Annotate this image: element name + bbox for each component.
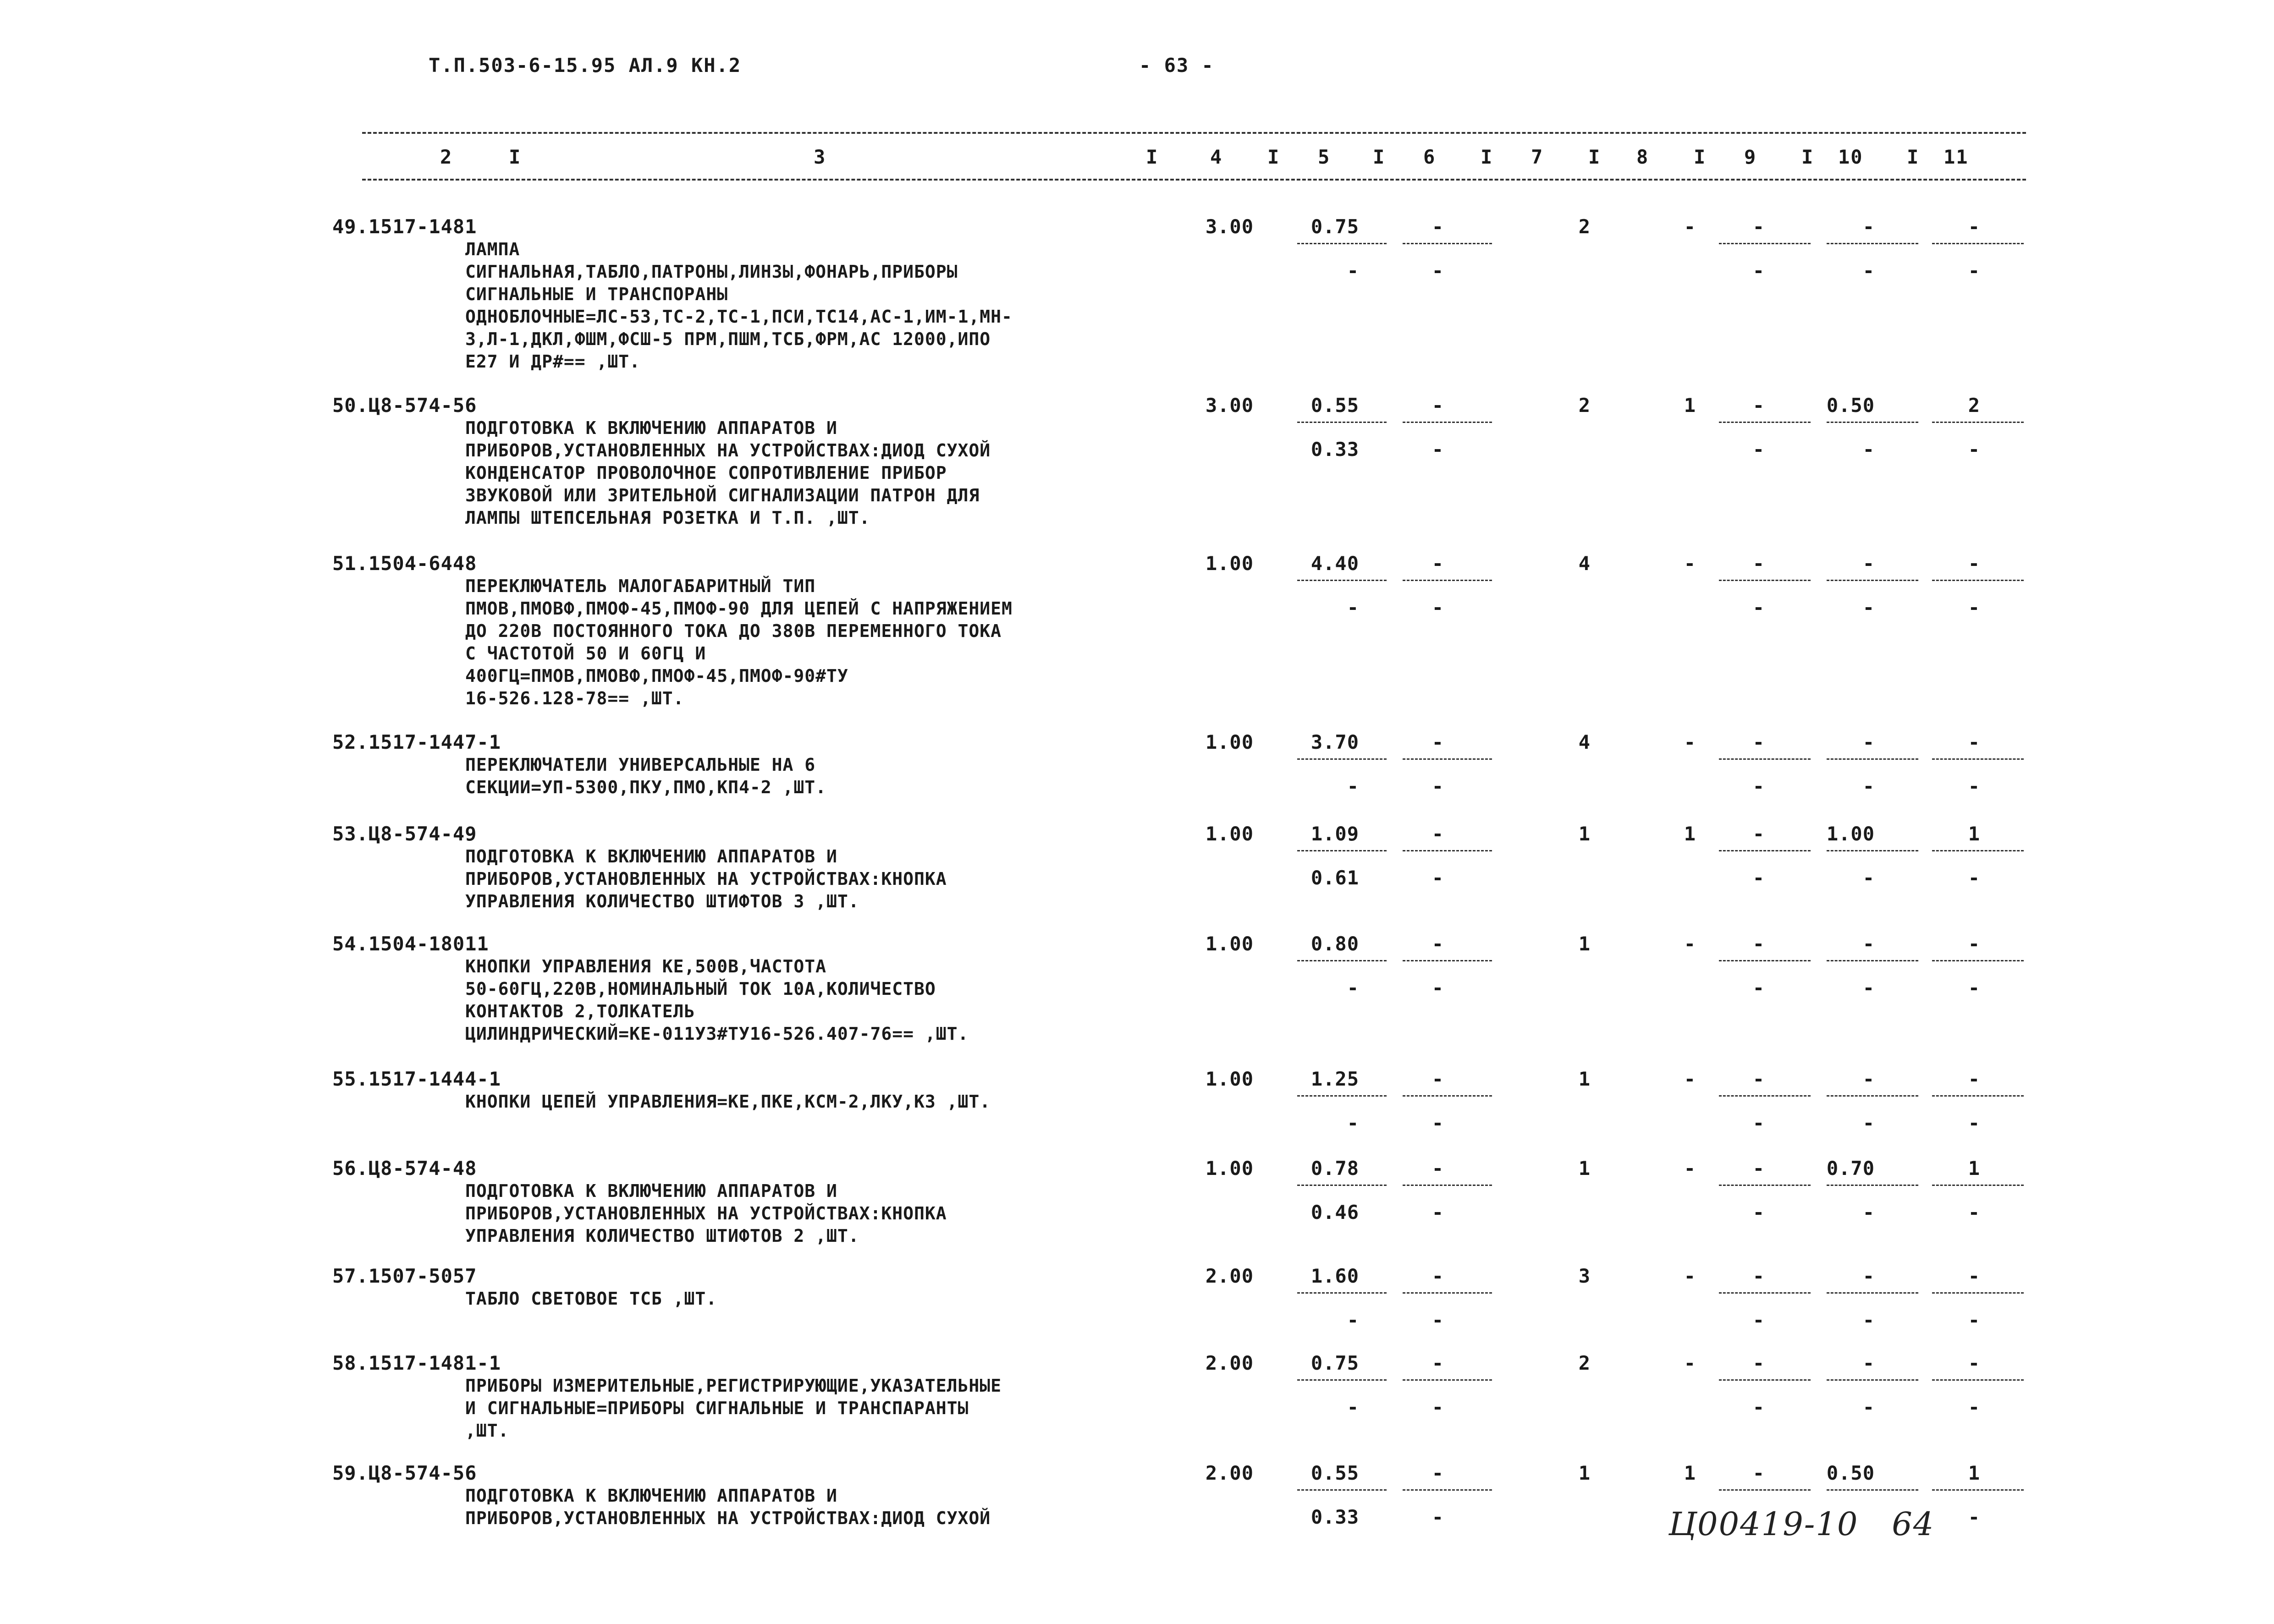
entry-c9b: - xyxy=(1752,596,1765,619)
entry-c11: 1 xyxy=(1968,1157,1980,1180)
entry-c9b: - xyxy=(1752,867,1765,889)
entry-c5: 0.55 xyxy=(1310,1462,1359,1484)
entry-c6: - xyxy=(1432,1265,1444,1287)
column-header-separator: I xyxy=(1373,146,1386,168)
entry-c9: - xyxy=(1752,933,1765,955)
entry-divider-dash xyxy=(1297,580,1387,581)
entry-c5: 3.70 xyxy=(1310,731,1359,753)
column-header-separator: I xyxy=(1801,146,1814,168)
entry-c7: 2 xyxy=(1578,394,1591,417)
entry-c4: 1.00 xyxy=(1205,1068,1254,1090)
entry-divider-dash xyxy=(1719,960,1811,961)
entry-c6b: - xyxy=(1432,1309,1444,1331)
entry-description-line: ЛАМПЫ ШТЕПСЕЛЬНАЯ РОЗЕТКА И Т.П. ,ШТ. xyxy=(465,508,870,528)
entry-c4: 1.00 xyxy=(1205,552,1254,575)
column-header-4: 4 xyxy=(1210,146,1223,168)
entry-divider-dash xyxy=(1932,580,2024,581)
entry-c11: - xyxy=(1968,552,1980,575)
entry-divider-dash xyxy=(1719,758,1811,760)
entry-c7: 4 xyxy=(1578,552,1591,575)
entry-divider-dash xyxy=(1827,580,1918,581)
column-header-separator: I xyxy=(1267,146,1280,168)
column-header-separator: I xyxy=(509,146,522,168)
entry-description-line: ПРИБОРОВ,УСТАНОВЛЕННЫХ НА УСТРОЙСТВАХ:ДИОД СУХОЙ xyxy=(465,440,991,461)
entry-code: 52.1517-1447-1 xyxy=(332,731,501,753)
entry-c8: - xyxy=(1684,1265,1696,1287)
column-header-separator: I xyxy=(1481,146,1493,168)
entry-c9: - xyxy=(1752,1462,1765,1484)
entry-description-line: 400ГЦ=ПМОВ,ПМОВФ,ПМОФ-45,ПМОФ-90#ТУ xyxy=(465,666,848,686)
entry-c6: - xyxy=(1432,394,1444,417)
entry-divider-dash xyxy=(1827,1185,1918,1186)
entry-c4: 1.00 xyxy=(1205,731,1254,753)
entry-divider-dash xyxy=(1297,422,1387,423)
entry-c6b: - xyxy=(1432,596,1444,619)
entry-description-line: ПМОВ,ПМОВФ,ПМОФ-45,ПМОФ-90 ДЛЯ ЦЕПЕЙ С НАПРЯЖЕНИЕМ xyxy=(465,598,1013,619)
entry-c5b: - xyxy=(1347,775,1359,797)
entry-c9b: - xyxy=(1752,775,1765,797)
entry-c9b: - xyxy=(1752,1309,1765,1331)
entry-c5: 1.60 xyxy=(1310,1265,1359,1287)
entry-c9: - xyxy=(1752,552,1765,575)
entry-c4: 1.00 xyxy=(1205,1157,1254,1180)
page-number: - 63 - xyxy=(1139,54,1214,77)
entry-c5: 0.75 xyxy=(1310,215,1359,238)
entry-c9b: - xyxy=(1752,1112,1765,1134)
entry-divider-dash xyxy=(1932,1292,2024,1294)
entry-c6b: - xyxy=(1432,977,1444,999)
column-header-11: 11 xyxy=(1944,146,1969,168)
entry-c10: - xyxy=(1862,1352,1875,1374)
entry-c10b: - xyxy=(1862,1396,1875,1418)
entry-c5: 4.40 xyxy=(1310,552,1359,575)
entry-c8: 1 xyxy=(1684,394,1696,417)
entry-divider-dash xyxy=(1932,758,2024,760)
entry-c9b: - xyxy=(1752,1201,1765,1223)
entry-c9: - xyxy=(1752,394,1765,417)
entry-description-line: ПОДГОТОВКА К ВКЛЮЧЕНИЮ АППАРАТОВ И xyxy=(465,1181,837,1201)
entry-c11: 1 xyxy=(1968,823,1980,845)
entry-c7: 1 xyxy=(1578,933,1591,955)
entry-description-line: 16-526.128-78== ,ШТ. xyxy=(465,688,684,708)
entry-c10: - xyxy=(1862,215,1875,238)
entry-c5b: 0.61 xyxy=(1310,867,1359,889)
entry-c11b: - xyxy=(1968,867,1980,889)
entry-c11b: - xyxy=(1968,596,1980,619)
entry-c10b: - xyxy=(1862,775,1875,797)
entry-c5b: - xyxy=(1347,977,1359,999)
entry-c5: 0.80 xyxy=(1310,933,1359,955)
entry-c11b: - xyxy=(1968,1506,1980,1528)
entry-divider-dash xyxy=(1297,243,1387,244)
entry-c4: 1.00 xyxy=(1205,823,1254,845)
column-header-separator: I xyxy=(1907,146,1920,168)
entry-c6b: - xyxy=(1432,775,1444,797)
entry-description-line: ТАБЛО СВЕТОВОЕ ТСБ ,ШТ. xyxy=(465,1289,717,1309)
entry-divider-dash xyxy=(1403,1379,1492,1381)
entry-divider-dash xyxy=(1827,960,1918,961)
entry-description-line: Е27 И ДР#== ,ШТ. xyxy=(465,351,641,372)
entry-divider-dash xyxy=(1719,580,1811,581)
entry-code: 49.1517-1481 xyxy=(332,215,477,238)
entry-divider-dash xyxy=(1719,1379,1811,1381)
column-header-separator: I xyxy=(1588,146,1601,168)
entry-c6: - xyxy=(1432,823,1444,845)
entry-divider-dash xyxy=(1827,1379,1918,1381)
entry-description-line: ПРИБОРЫ ИЗМЕРИТЕЛЬНЫЕ,РЕГИСТРИРУЮЩИЕ,УКАЗАТЕЛЬНЫЕ xyxy=(465,1376,1002,1396)
entry-c8: - xyxy=(1684,933,1696,955)
entry-divider-dash xyxy=(1403,422,1492,423)
entry-description-line: ДО 220В ПОСТОЯННОГО ТОКА ДО 380В ПЕРЕМЕННОГО ТОКА xyxy=(465,621,1002,641)
entry-divider-dash xyxy=(1827,1292,1918,1294)
handwritten-note: Ц00419-10 64 xyxy=(1668,1505,1935,1543)
entry-divider-dash xyxy=(1719,243,1811,244)
entry-c9: - xyxy=(1752,1068,1765,1090)
entry-divider-dash xyxy=(1827,758,1918,760)
entry-description-line: СЕКЦИИ=УП-5300,ПКУ,ПМО,КП4-2 ,ШТ. xyxy=(465,777,826,797)
entry-c7: 1 xyxy=(1578,823,1591,845)
entry-c11b: - xyxy=(1968,1396,1980,1418)
entry-description-line: ПЕРЕКЛЮЧАТЕЛИ УНИВЕРСАЛЬНЫЕ НА 6 xyxy=(465,755,816,775)
entry-divider-dash xyxy=(1719,1095,1811,1097)
entry-c9: - xyxy=(1752,215,1765,238)
entry-c10b: - xyxy=(1862,867,1875,889)
entry-c4: 1.00 xyxy=(1205,933,1254,955)
header-top-rule xyxy=(362,132,2026,134)
entry-divider-dash xyxy=(1719,1489,1811,1491)
column-header-3: 3 xyxy=(814,146,826,168)
entry-description-line: 3,Л-1,ДКЛ,ФШМ,ФСШ-5 ПРМ,ПШМ,ТСБ,ФРМ,АС 12000,ИПО xyxy=(465,329,991,349)
entry-c9: - xyxy=(1752,823,1765,845)
entry-c9b: - xyxy=(1752,259,1765,282)
entry-c5b: 0.33 xyxy=(1310,438,1359,461)
entry-c10: 1.00 xyxy=(1826,823,1875,845)
entry-c7: 2 xyxy=(1578,215,1591,238)
entry-c7: 1 xyxy=(1578,1462,1591,1484)
entry-c6b: - xyxy=(1432,259,1444,282)
entry-c8: - xyxy=(1684,1157,1696,1180)
entry-code: 57.1507-5057 xyxy=(332,1265,477,1287)
entry-code: 51.1504-6448 xyxy=(332,552,477,575)
entry-divider-dash xyxy=(1932,422,2024,423)
entry-c11b: - xyxy=(1968,1309,1980,1331)
entry-c9b: - xyxy=(1752,1396,1765,1418)
entry-c5b: - xyxy=(1347,1309,1359,1331)
entry-c10: 0.50 xyxy=(1826,1462,1875,1484)
entry-c11: - xyxy=(1968,933,1980,955)
entry-divider-dash xyxy=(1297,758,1387,760)
entry-code: 54.1504-18011 xyxy=(332,933,489,955)
entry-divider-dash xyxy=(1403,243,1492,244)
entry-description-line: УПРАВЛЕНИЯ КОЛИЧЕСТВО ШТИФТОВ 3 ,ШТ. xyxy=(465,891,859,911)
entry-c11: - xyxy=(1968,1265,1980,1287)
entry-description-line: КНОПКИ УПРАВЛЕНИЯ КЕ,500В,ЧАСТОТА xyxy=(465,956,826,977)
entry-divider-dash xyxy=(1932,1379,2024,1381)
entry-c9: - xyxy=(1752,1265,1765,1287)
entry-c10b: - xyxy=(1862,1309,1875,1331)
entry-c6: - xyxy=(1432,1462,1444,1484)
entry-c10b: - xyxy=(1862,596,1875,619)
entry-c5b: 0.33 xyxy=(1310,1506,1359,1528)
entry-c11: - xyxy=(1968,1068,1980,1090)
entry-c7: 2 xyxy=(1578,1352,1591,1374)
entry-divider-dash xyxy=(1719,1292,1811,1294)
entry-description-line: ПРИБОРОВ,УСТАНОВЛЕННЫХ НА УСТРОЙСТВАХ:КНОПКА xyxy=(465,869,947,889)
column-header-5: 5 xyxy=(1318,146,1331,168)
entry-c11b: - xyxy=(1968,259,1980,282)
entry-description-line: ,ШТ. xyxy=(465,1421,509,1441)
entry-c10b: - xyxy=(1862,259,1875,282)
entry-divider-dash xyxy=(1297,960,1387,961)
entry-description-line: УПРАВЛЕНИЯ КОЛИЧЕСТВО ШТИФТОВ 2 ,ШТ. xyxy=(465,1226,859,1246)
column-header-9: 9 xyxy=(1744,146,1757,168)
column-header-10: 10 xyxy=(1838,146,1863,168)
entry-divider-dash xyxy=(1719,1185,1811,1186)
entry-c4: 3.00 xyxy=(1205,215,1254,238)
entry-c4: 2.00 xyxy=(1205,1462,1254,1484)
entry-c6: - xyxy=(1432,1352,1444,1374)
entry-divider-dash xyxy=(1827,243,1918,244)
entry-c6b: - xyxy=(1432,1112,1444,1134)
entry-c5b: - xyxy=(1347,596,1359,619)
column-header-6: 6 xyxy=(1423,146,1436,168)
entry-c8: - xyxy=(1684,215,1696,238)
entry-description-line: ПОДГОТОВКА К ВКЛЮЧЕНИЮ АППАРАТОВ И xyxy=(465,418,837,438)
entry-c10b: - xyxy=(1862,1201,1875,1223)
entry-c10: - xyxy=(1862,552,1875,575)
entry-c6: - xyxy=(1432,1068,1444,1090)
column-header-2: 2 xyxy=(440,146,453,168)
entry-description-line: КНОПКИ ЦЕПЕЙ УПРАВЛЕНИЯ=КЕ,ПКЕ,КСМ-2,ЛКУ,КЗ ,ШТ. xyxy=(465,1092,991,1112)
entry-code: 56.Ц8-574-48 xyxy=(332,1157,477,1180)
entry-divider-dash xyxy=(1827,850,1918,851)
entry-c9b: - xyxy=(1752,438,1765,461)
entry-code: 55.1517-1444-1 xyxy=(332,1068,501,1090)
entry-description-line: ОДНОБЛОЧНЫЕ=ЛС-53,ТС-2,ТС-1,ПСИ,ТС14,АС-1,ИМ-1,МН- xyxy=(465,307,1013,327)
entry-divider-dash xyxy=(1827,1489,1918,1491)
entry-c6b: - xyxy=(1432,1396,1444,1418)
entry-divider-dash xyxy=(1403,1489,1492,1491)
entry-c6b: - xyxy=(1432,1201,1444,1223)
entry-c5b: - xyxy=(1347,1396,1359,1418)
entry-c5: 1.25 xyxy=(1310,1068,1359,1090)
entry-description-line: 50-60ГЦ,220В,НОМИНАЛЬНЫЙ ТОК 10А,КОЛИЧЕСТВО xyxy=(465,979,936,999)
entry-c4: 2.00 xyxy=(1205,1352,1254,1374)
entry-c8: 1 xyxy=(1684,1462,1696,1484)
entry-c11: 2 xyxy=(1968,394,1980,417)
entry-c11b: - xyxy=(1968,1112,1980,1134)
entry-code: 59.Ц8-574-56 xyxy=(332,1462,477,1484)
entry-divider-dash xyxy=(1403,960,1492,961)
entry-description-line: ПЕРЕКЛЮЧАТЕЛЬ МАЛОГАБАРИТНЫЙ ТИП xyxy=(465,576,816,596)
entry-description-line: ПОДГОТОВКА К ВКЛЮЧЕНИЮ АППАРАТОВ И xyxy=(465,1486,837,1506)
entry-divider-dash xyxy=(1827,1095,1918,1097)
header-bottom-rule xyxy=(362,179,2026,181)
entry-divider-dash xyxy=(1297,1292,1387,1294)
entry-c8: 1 xyxy=(1684,823,1696,845)
column-header-7: 7 xyxy=(1531,146,1544,168)
entry-c7: 4 xyxy=(1578,731,1591,753)
entry-divider-dash xyxy=(1932,243,2024,244)
entry-c5b: - xyxy=(1347,1112,1359,1134)
entry-c11b: - xyxy=(1968,775,1980,797)
entry-c10b: - xyxy=(1862,977,1875,999)
column-header-8: 8 xyxy=(1636,146,1649,168)
entry-divider-dash xyxy=(1297,1489,1387,1491)
entry-c11b: - xyxy=(1968,438,1980,461)
entry-c10: 0.70 xyxy=(1826,1157,1875,1180)
entry-c11: - xyxy=(1968,215,1980,238)
column-header-separator: I xyxy=(1694,146,1707,168)
entry-c6: - xyxy=(1432,731,1444,753)
entry-c6: - xyxy=(1432,552,1444,575)
entry-c11: 1 xyxy=(1968,1462,1980,1484)
entry-c7: 3 xyxy=(1578,1265,1591,1287)
entry-divider-dash xyxy=(1297,1379,1387,1381)
entry-c6b: - xyxy=(1432,867,1444,889)
entry-divider-dash xyxy=(1403,580,1492,581)
entry-divider-dash xyxy=(1297,850,1387,851)
entry-c5: 0.55 xyxy=(1310,394,1359,417)
entry-c10: 0.50 xyxy=(1826,394,1875,417)
entry-c10: - xyxy=(1862,1265,1875,1287)
entry-description-line: ЛАМПА xyxy=(465,239,520,259)
entry-c4: 3.00 xyxy=(1205,394,1254,417)
entry-divider-dash xyxy=(1932,850,2024,851)
entry-description-line: ЗВУКОВОЙ ИЛИ ЗРИТЕЛЬНОЙ СИГНАЛИЗАЦИИ ПАТРОН ДЛЯ xyxy=(465,485,980,505)
entry-c6: - xyxy=(1432,215,1444,238)
entry-divider-dash xyxy=(1719,422,1811,423)
entry-c5: 0.75 xyxy=(1310,1352,1359,1374)
entry-divider-dash xyxy=(1297,1095,1387,1097)
entry-c11b: - xyxy=(1968,1201,1980,1223)
entry-c5: 1.09 xyxy=(1310,823,1359,845)
entry-c10: - xyxy=(1862,933,1875,955)
entry-c5: 0.78 xyxy=(1310,1157,1359,1180)
entry-c10: - xyxy=(1862,731,1875,753)
entry-c9: - xyxy=(1752,1157,1765,1180)
entry-c4: 2.00 xyxy=(1205,1265,1254,1287)
entry-divider-dash xyxy=(1932,1185,2024,1186)
entry-description-line: СИГНАЛЬНЫЕ И ТРАНСПОРАНЫ xyxy=(465,284,728,304)
entry-description-line: ПОДГОТОВКА К ВКЛЮЧЕНИЮ АППАРАТОВ И xyxy=(465,846,837,867)
column-header-separator: I xyxy=(1146,146,1159,168)
entry-c6b: - xyxy=(1432,1506,1444,1528)
entry-c8: - xyxy=(1684,1068,1696,1090)
entry-c11: - xyxy=(1968,731,1980,753)
entry-divider-dash xyxy=(1932,960,2024,961)
entry-code: 50.Ц8-574-56 xyxy=(332,394,477,417)
entry-divider-dash xyxy=(1932,1095,2024,1097)
entry-c5b: - xyxy=(1347,259,1359,282)
entry-divider-dash xyxy=(1403,850,1492,851)
entry-description-line: КОНДЕНСАТОР ПРОВОЛОЧНОЕ СОПРОТИВЛЕНИЕ ПРИБОР xyxy=(465,463,947,483)
entry-c6: - xyxy=(1432,933,1444,955)
entry-c9b: - xyxy=(1752,977,1765,999)
entry-c8: - xyxy=(1684,1352,1696,1374)
entry-divider-dash xyxy=(1297,1185,1387,1186)
entry-c11b: - xyxy=(1968,977,1980,999)
entry-description-line: ПРИБОРОВ,УСТАНОВЛЕННЫХ НА УСТРОЙСТВАХ:ДИОД СУХОЙ xyxy=(465,1508,991,1528)
entry-c9: - xyxy=(1752,731,1765,753)
entry-divider-dash xyxy=(1932,1489,2024,1491)
entry-divider-dash xyxy=(1403,1185,1492,1186)
entry-c9: - xyxy=(1752,1352,1765,1374)
entry-divider-dash xyxy=(1403,1095,1492,1097)
entry-description-line: И СИГНАЛЬНЫЕ=ПРИБОРЫ СИГНАЛЬНЫЕ И ТРАНСПАРАНТЫ xyxy=(465,1398,969,1418)
entry-c6: - xyxy=(1432,1157,1444,1180)
entry-code: 53.Ц8-574-49 xyxy=(332,823,477,845)
entry-description-line: СИГНАЛЬНАЯ,ТАБЛО,ПАТРОНЫ,ЛИНЗЫ,ФОНАРЬ,ПРИБОРЫ xyxy=(465,262,958,282)
entry-description-line: КОНТАКТОВ 2,ТОЛКАТЕЛЬ xyxy=(465,1001,695,1021)
entry-description-line: С ЧАСТОТОЙ 50 И 60ГЦ И xyxy=(465,643,706,664)
entry-c6b: - xyxy=(1432,438,1444,461)
entry-divider-dash xyxy=(1827,422,1918,423)
entry-divider-dash xyxy=(1403,758,1492,760)
entry-c7: 1 xyxy=(1578,1068,1591,1090)
entry-description-line: ЦИЛИНДРИЧЕСКИЙ=КЕ-011У3#ТУ16-526.407-76== ,ШТ. xyxy=(465,1024,969,1044)
entry-description-line: ПРИБОРОВ,УСТАНОВЛЕННЫХ НА УСТРОЙСТВАХ:КНОПКА xyxy=(465,1203,947,1223)
entry-divider-dash xyxy=(1719,850,1811,851)
entry-code: 58.1517-1481-1 xyxy=(332,1352,501,1374)
entry-divider-dash xyxy=(1403,1292,1492,1294)
document-reference: Т.П.503-6-15.95 АЛ.9 КН.2 xyxy=(429,54,742,77)
entry-c10: - xyxy=(1862,1068,1875,1090)
entry-c10b: - xyxy=(1862,438,1875,461)
entry-c5b: 0.46 xyxy=(1310,1201,1359,1223)
entry-c11: - xyxy=(1968,1352,1980,1374)
entry-c8: - xyxy=(1684,552,1696,575)
entry-c7: 1 xyxy=(1578,1157,1591,1180)
entry-c10b: - xyxy=(1862,1112,1875,1134)
entry-c8: - xyxy=(1684,731,1696,753)
